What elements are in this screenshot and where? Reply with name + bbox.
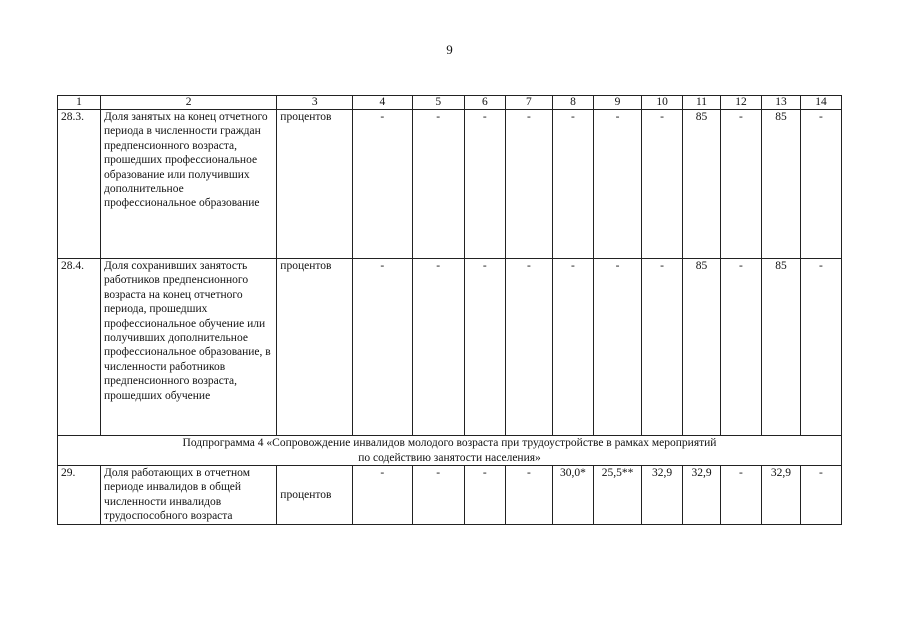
value-cell: - [800, 466, 841, 525]
header-cell: 10 [642, 96, 683, 110]
row-number: 29. [58, 466, 101, 525]
table-row [58, 110, 842, 259]
value-cell: - [642, 259, 683, 436]
indicator-name: Доля сохранивших занятость работников предпенсионного возраста на конец отчетного периода, прошедших профессиональное обучение или получивших дополнительное профессиональное образование, в численности работников предпенсионного возраста, прошедших обучение [101, 259, 277, 436]
value-cell: - [464, 466, 505, 525]
value-cell: 32,9 [683, 466, 721, 525]
value-cell: 85 [683, 259, 721, 436]
subprogram-row [58, 436, 842, 466]
value-cell: - [552, 110, 593, 259]
value-cell: - [412, 110, 464, 259]
value-cell: - [505, 110, 552, 259]
header-cell: 8 [552, 96, 593, 110]
header-cell: 12 [720, 96, 761, 110]
indicator-name: Доля работающих в отчетном периоде инвалидов в общей численности инвалидов трудоспособного возраста [101, 466, 277, 525]
value-cell: 32,9 [761, 466, 800, 525]
value-cell: - [353, 466, 412, 525]
value-cell: - [720, 466, 761, 525]
value-cell: 85 [761, 259, 800, 436]
header-cell: 4 [353, 96, 412, 110]
page-number: 9 [446, 42, 453, 57]
value-cell: 25,5** [593, 466, 641, 525]
header-cell: 6 [464, 96, 505, 110]
unit-cell: процентов [277, 110, 353, 259]
value-cell: - [800, 259, 841, 436]
value-cell: - [412, 259, 464, 436]
value-cell: - [505, 259, 552, 436]
header-cell: 11 [683, 96, 721, 110]
row-number: 28.3. [58, 110, 101, 259]
value-cell: - [552, 259, 593, 436]
row-number: 28.4. [58, 259, 101, 436]
header-cell: 7 [505, 96, 552, 110]
value-cell: - [800, 110, 841, 259]
subprogram-line-1: Подпрограмма 4 «Сопровождение инвалидов молодого возраста при трудоустройстве в рамках мероприятий [182, 437, 717, 449]
header-cell: 3 [277, 96, 353, 110]
value-cell: - [720, 259, 761, 436]
value-cell: - [720, 110, 761, 259]
value-cell: - [353, 110, 412, 259]
value-cell: 32,9 [642, 466, 683, 525]
subprogram-line-2: по содействию занятости населения» [358, 451, 541, 464]
table-row [58, 259, 842, 436]
header-cell: 14 [800, 96, 841, 110]
indicators-table [57, 95, 842, 525]
subprogram-title [58, 436, 842, 466]
value-cell: - [464, 259, 505, 436]
header-cell: 5 [412, 96, 464, 110]
value-cell: - [593, 110, 641, 259]
indicator-name: Доля занятых на конец отчетного периода в численности граждан предпенсионного возраста, прошедших профессиональное образование или получивших дополнительное профессиональное образование [101, 110, 277, 259]
value-cell: 85 [683, 110, 721, 259]
header-row [58, 96, 842, 110]
header-cell: 13 [761, 96, 800, 110]
unit-cell: процентов [277, 259, 353, 436]
table-row [58, 466, 842, 525]
unit-cell: процентов [277, 466, 353, 525]
value-cell: - [642, 110, 683, 259]
value-cell: - [505, 466, 552, 525]
value-cell: 85 [761, 110, 800, 259]
value-cell: - [353, 259, 412, 436]
value-cell: 30,0* [552, 466, 593, 525]
value-cell: - [412, 466, 464, 525]
value-cell: - [464, 110, 505, 259]
header-cell: 9 [593, 96, 641, 110]
header-cell: 1 [58, 96, 101, 110]
value-cell: - [593, 259, 641, 436]
header-cell: 2 [101, 96, 277, 110]
